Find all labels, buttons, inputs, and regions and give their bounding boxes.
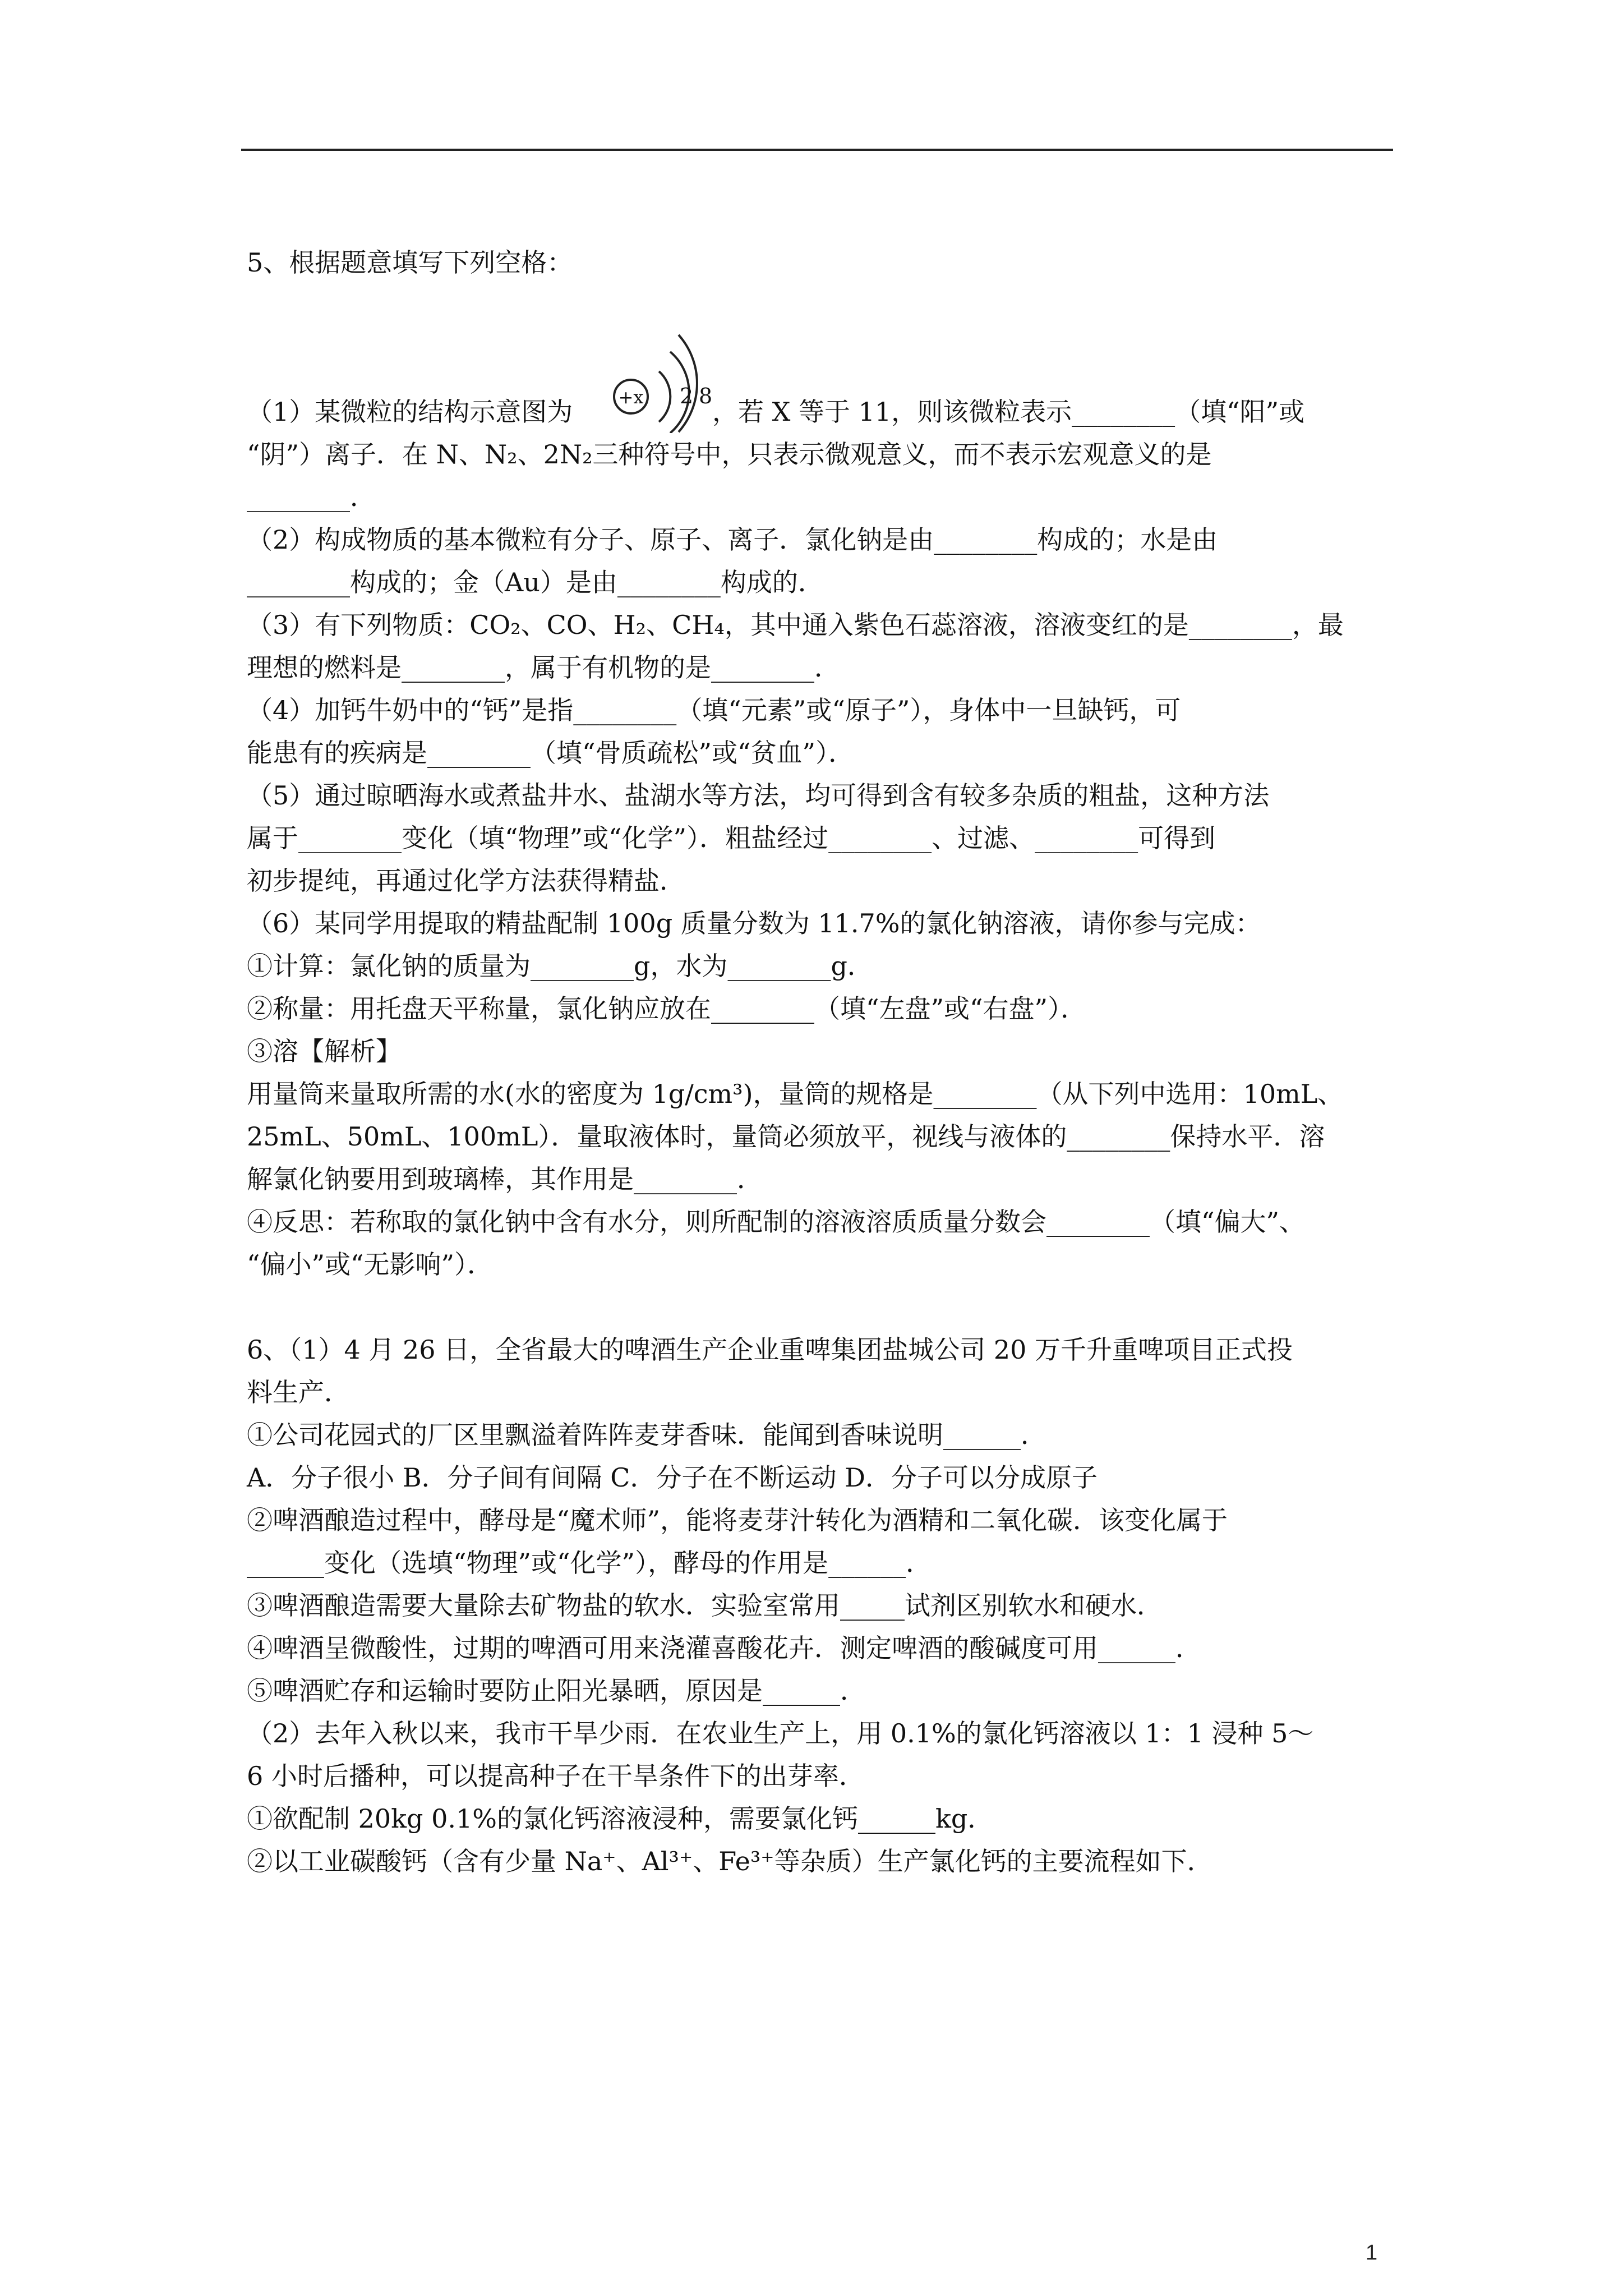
q5-p4-l2: 能患有的疾病是________（填“骨质疏松”或“贫血”）．	[247, 738, 855, 768]
q5-heading: 5、根据题意填写下列空格：	[247, 247, 573, 278]
q5-part1-line1	[247, 326, 1391, 433]
q6-l2: 料生产．	[247, 1377, 350, 1407]
q6-l8: ④啤酒呈微酸性，过期的啤酒可用来浇灌喜酸花卉．测定啤酒的酸碱度可用______．	[247, 1633, 1201, 1663]
q5-p6-l8: ④反思：若称取的氯化钠中含有水分，则所配制的溶液溶质质量分数会________（填“偏大”、	[247, 1207, 1306, 1237]
q6-l7: ③啤酒酿造需要大量除去矿物盐的软水．实验室常用_____试剂区别软水和硬水．	[247, 1590, 1163, 1621]
shell1-electrons: 2	[680, 384, 694, 408]
q6-l3: ①公司花园式的厂区里飘溢着阵阵麦芽香味．能闻到香味说明______．	[247, 1420, 1046, 1450]
electron-shell-1	[659, 371, 670, 422]
q5-p6-l3: ②称量：用托盘天平称量，氯化钠应放在________（填“左盘”或“右盘”）．	[247, 993, 1087, 1024]
q5-p6-l4: ③溶【解析】	[247, 1036, 402, 1066]
q5-p1-l2: “阴”）离子．在 N、N₂、2N₂三种符号中，只表示微观意义，而不表示宏观意义的是	[247, 439, 1212, 470]
q5-p5-l2: 属于________变化（填“物理”或“化学”）．粗盐经过________、过滤、________可得到	[247, 823, 1216, 853]
q5-p5-l3: 初步提纯，再通过化学方法获得精盐．	[247, 866, 685, 896]
q5-p2-l2: ________构成的；金（Au）是由________构成的．	[247, 567, 824, 597]
q6-l1: 6、（1）4 月 26 日，全省最大的啤酒生产企业重啤集团盐城公司 20 万千升重啤项目正式投	[247, 1335, 1293, 1365]
q6-l9: ⑤啤酒贮存和运输时要防止阳光暴晒，原因是______．	[247, 1676, 866, 1706]
q5-p3-l2: 理想的燃料是________，属于有机物的是________．	[247, 652, 840, 683]
question-content	[247, 241, 1391, 1883]
header-rule	[241, 149, 1393, 151]
q6-l6: ______变化（选填“物理”或“化学”），酵母的作用是______．	[247, 1548, 932, 1578]
q5-p1-after: ，若 X 等于 11，则该微粒表示________（填“阳”或	[712, 397, 1305, 427]
page-number: 1	[1366, 2241, 1378, 2265]
q5-p1-l3: ________．	[247, 482, 376, 512]
q5-p6-l2: ①计算：氯化钠的质量为________g，水为________g．	[247, 951, 873, 981]
nucleus-charge: +x	[618, 386, 644, 408]
q5-p2-l1: （2）构成物质的基本微粒有分子、原子、离子．氯化钠是由________构成的；水是由	[247, 524, 1218, 555]
q5-p6-l7: 解氯化钠要用到玻璃棒，其作用是________．	[247, 1164, 763, 1194]
q6-l13: ②以工业碳酸钙（含有少量 Na⁺、Al³⁺、Fe³⁺等杂质）生产氯化钙的主要流程如下．	[247, 1846, 1213, 1876]
q5-p6-l6: 25mL、50mL、100mL）．量取液体时，量筒必须放平，视线与液体的________保持水平．溶	[247, 1121, 1325, 1152]
q6-l12: ①欲配制 20kg 0.1%的氯化钙溶液浸种，需要氯化钙______kg．	[247, 1803, 994, 1834]
q6-l11: 6 小时后播种，可以提高种子在干旱条件下的出芽率．	[247, 1761, 865, 1791]
q5-p5-l1: （5）通过晾晒海水或煮盐井水、盐湖水等方法，均可得到含有较多杂质的粗盐，这种方法	[247, 780, 1270, 811]
q6-l5: ②啤酒酿造过程中，酵母是“魔术师”，能将麦芽汁转化为酒精和二氧化碳．该变化属于	[247, 1505, 1228, 1535]
q5-p4-l1: （4）加钙牛奶中的“钙”是指________（填“元素”或“原子”），身体中一旦缺钙，可	[247, 695, 1181, 725]
shell2-electrons: 8	[699, 384, 713, 408]
q5-p6-l9: “偏小”或“无影响”）．	[247, 1249, 494, 1280]
q5-p3-l1: （3）有下列物质：CO₂、CO、H₂、CH₄，其中通入紫色石蕊溶液，溶液变红的是________，最	[247, 610, 1344, 640]
q5-p6-l5: 用量筒来量取所需的水(水的密度为 1g/cm³)，量筒的规格是________（从下列中选用：10mL、	[247, 1079, 1344, 1109]
q5-p1-before: （1）某微粒的结构示意图为	[247, 397, 573, 427]
q5-p6-l1: （6）某同学用提取的精盐配制 100g 质量分数为 11.7%的氯化钠溶液，请你参与完成：	[247, 908, 1261, 938]
q6-options: A．分子很小 B．分子间有间隔 C．分子在不断运动 D．分子可以分成原子	[247, 1462, 1098, 1493]
q6-l10: （2）去年入秋以来，我市干旱少雨．在农业生产上，用 0.1%的氯化钙溶液以 1：1 浸种 5～	[247, 1718, 1314, 1749]
